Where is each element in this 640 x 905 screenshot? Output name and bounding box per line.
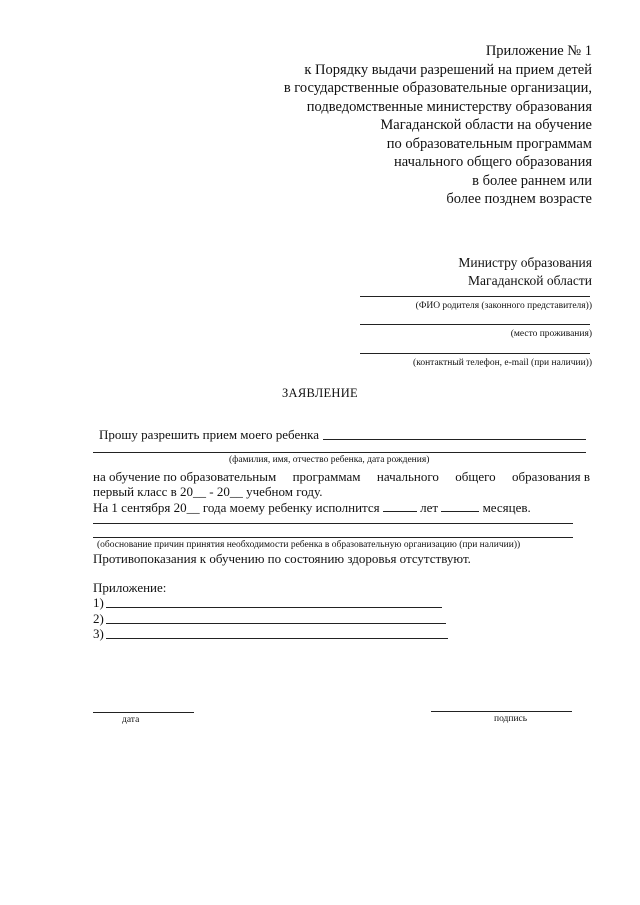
attachment-field-1[interactable] (106, 607, 442, 608)
heading-line: подведомственные министерству образования (306, 98, 592, 115)
contact-field[interactable] (360, 353, 590, 354)
addressee-line-2: Магаданской области (468, 273, 592, 288)
heading-line: более позднем возрасте (446, 191, 592, 207)
age-prefix: На 1 сентября 20__ года моему ребенку исполнится (93, 500, 380, 515)
child-info-caption: (фамилия, имя, отчество ребенка, дата рождения) (229, 455, 430, 465)
education-word: на обучение по образовательным (93, 469, 277, 484)
heading-line: в более раннем или (472, 172, 592, 189)
reason-caption: (обоснование причин принятия необходимости ребенка в образовательную организацию (при наличии)) (97, 540, 521, 550)
education-line (93, 469, 590, 485)
attachment-field-3[interactable] (106, 638, 448, 639)
reason-field-2[interactable] (93, 537, 573, 538)
parent-name-caption: (ФИО родителя (законного представителя)) (415, 301, 592, 311)
residence-caption: (место проживания) (510, 329, 592, 339)
attachment-number: 2) (93, 611, 104, 626)
addressee-line-1: Министру образования (458, 255, 592, 270)
addressee-block (458, 254, 592, 290)
attachments-label: Приложение: (93, 580, 167, 595)
heading-line: начального общего образования (394, 154, 592, 170)
age-months-blank[interactable] (441, 499, 479, 512)
no-contraindications-text: Противопоказания к обучению по состоянию здоровья отсутствуют. (93, 551, 471, 566)
heading-line: Магаданской области на обучение (380, 117, 592, 133)
child-details-field[interactable] (93, 452, 586, 453)
appendix-heading (284, 42, 592, 209)
request-text: Прошу разрешить прием моего ребенка (99, 427, 320, 442)
date-field[interactable] (93, 712, 194, 713)
residence-field[interactable] (360, 324, 590, 325)
contact-caption: (контактный телефон, e-mail (при наличии)) (413, 358, 592, 368)
heading-line: в государственные образовательные организации, (283, 80, 592, 96)
age-line (93, 499, 531, 516)
date-caption: дата (122, 715, 140, 725)
attachment-number: 1) (93, 595, 104, 610)
reason-field-1[interactable] (93, 523, 573, 524)
age-years-label: лет (420, 500, 439, 515)
heading-line: по образовательным программам (386, 135, 592, 152)
child-name-field[interactable] (323, 439, 586, 440)
age-years-blank[interactable] (383, 499, 417, 512)
signature-field[interactable] (431, 711, 572, 712)
education-word: программам (292, 469, 361, 484)
education-word: образования в (512, 469, 590, 484)
parent-name-field[interactable] (360, 296, 590, 297)
education-word: общего (455, 469, 496, 484)
heading-line: Приложение № 1 (485, 43, 592, 59)
education-word: начального (376, 469, 439, 484)
signature-caption: подпись (494, 714, 528, 724)
attachment-number: 3) (93, 626, 104, 641)
age-months-label: месяцев. (482, 500, 531, 515)
attachment-field-2[interactable] (106, 623, 446, 624)
heading-line: к Порядку выдачи разрешений на прием детей (304, 61, 592, 78)
first-class-text: первый класс в 20__ - 20__ учебном году. (93, 484, 323, 499)
document-title: ЗАЯВЛЕНИЕ (282, 386, 358, 400)
